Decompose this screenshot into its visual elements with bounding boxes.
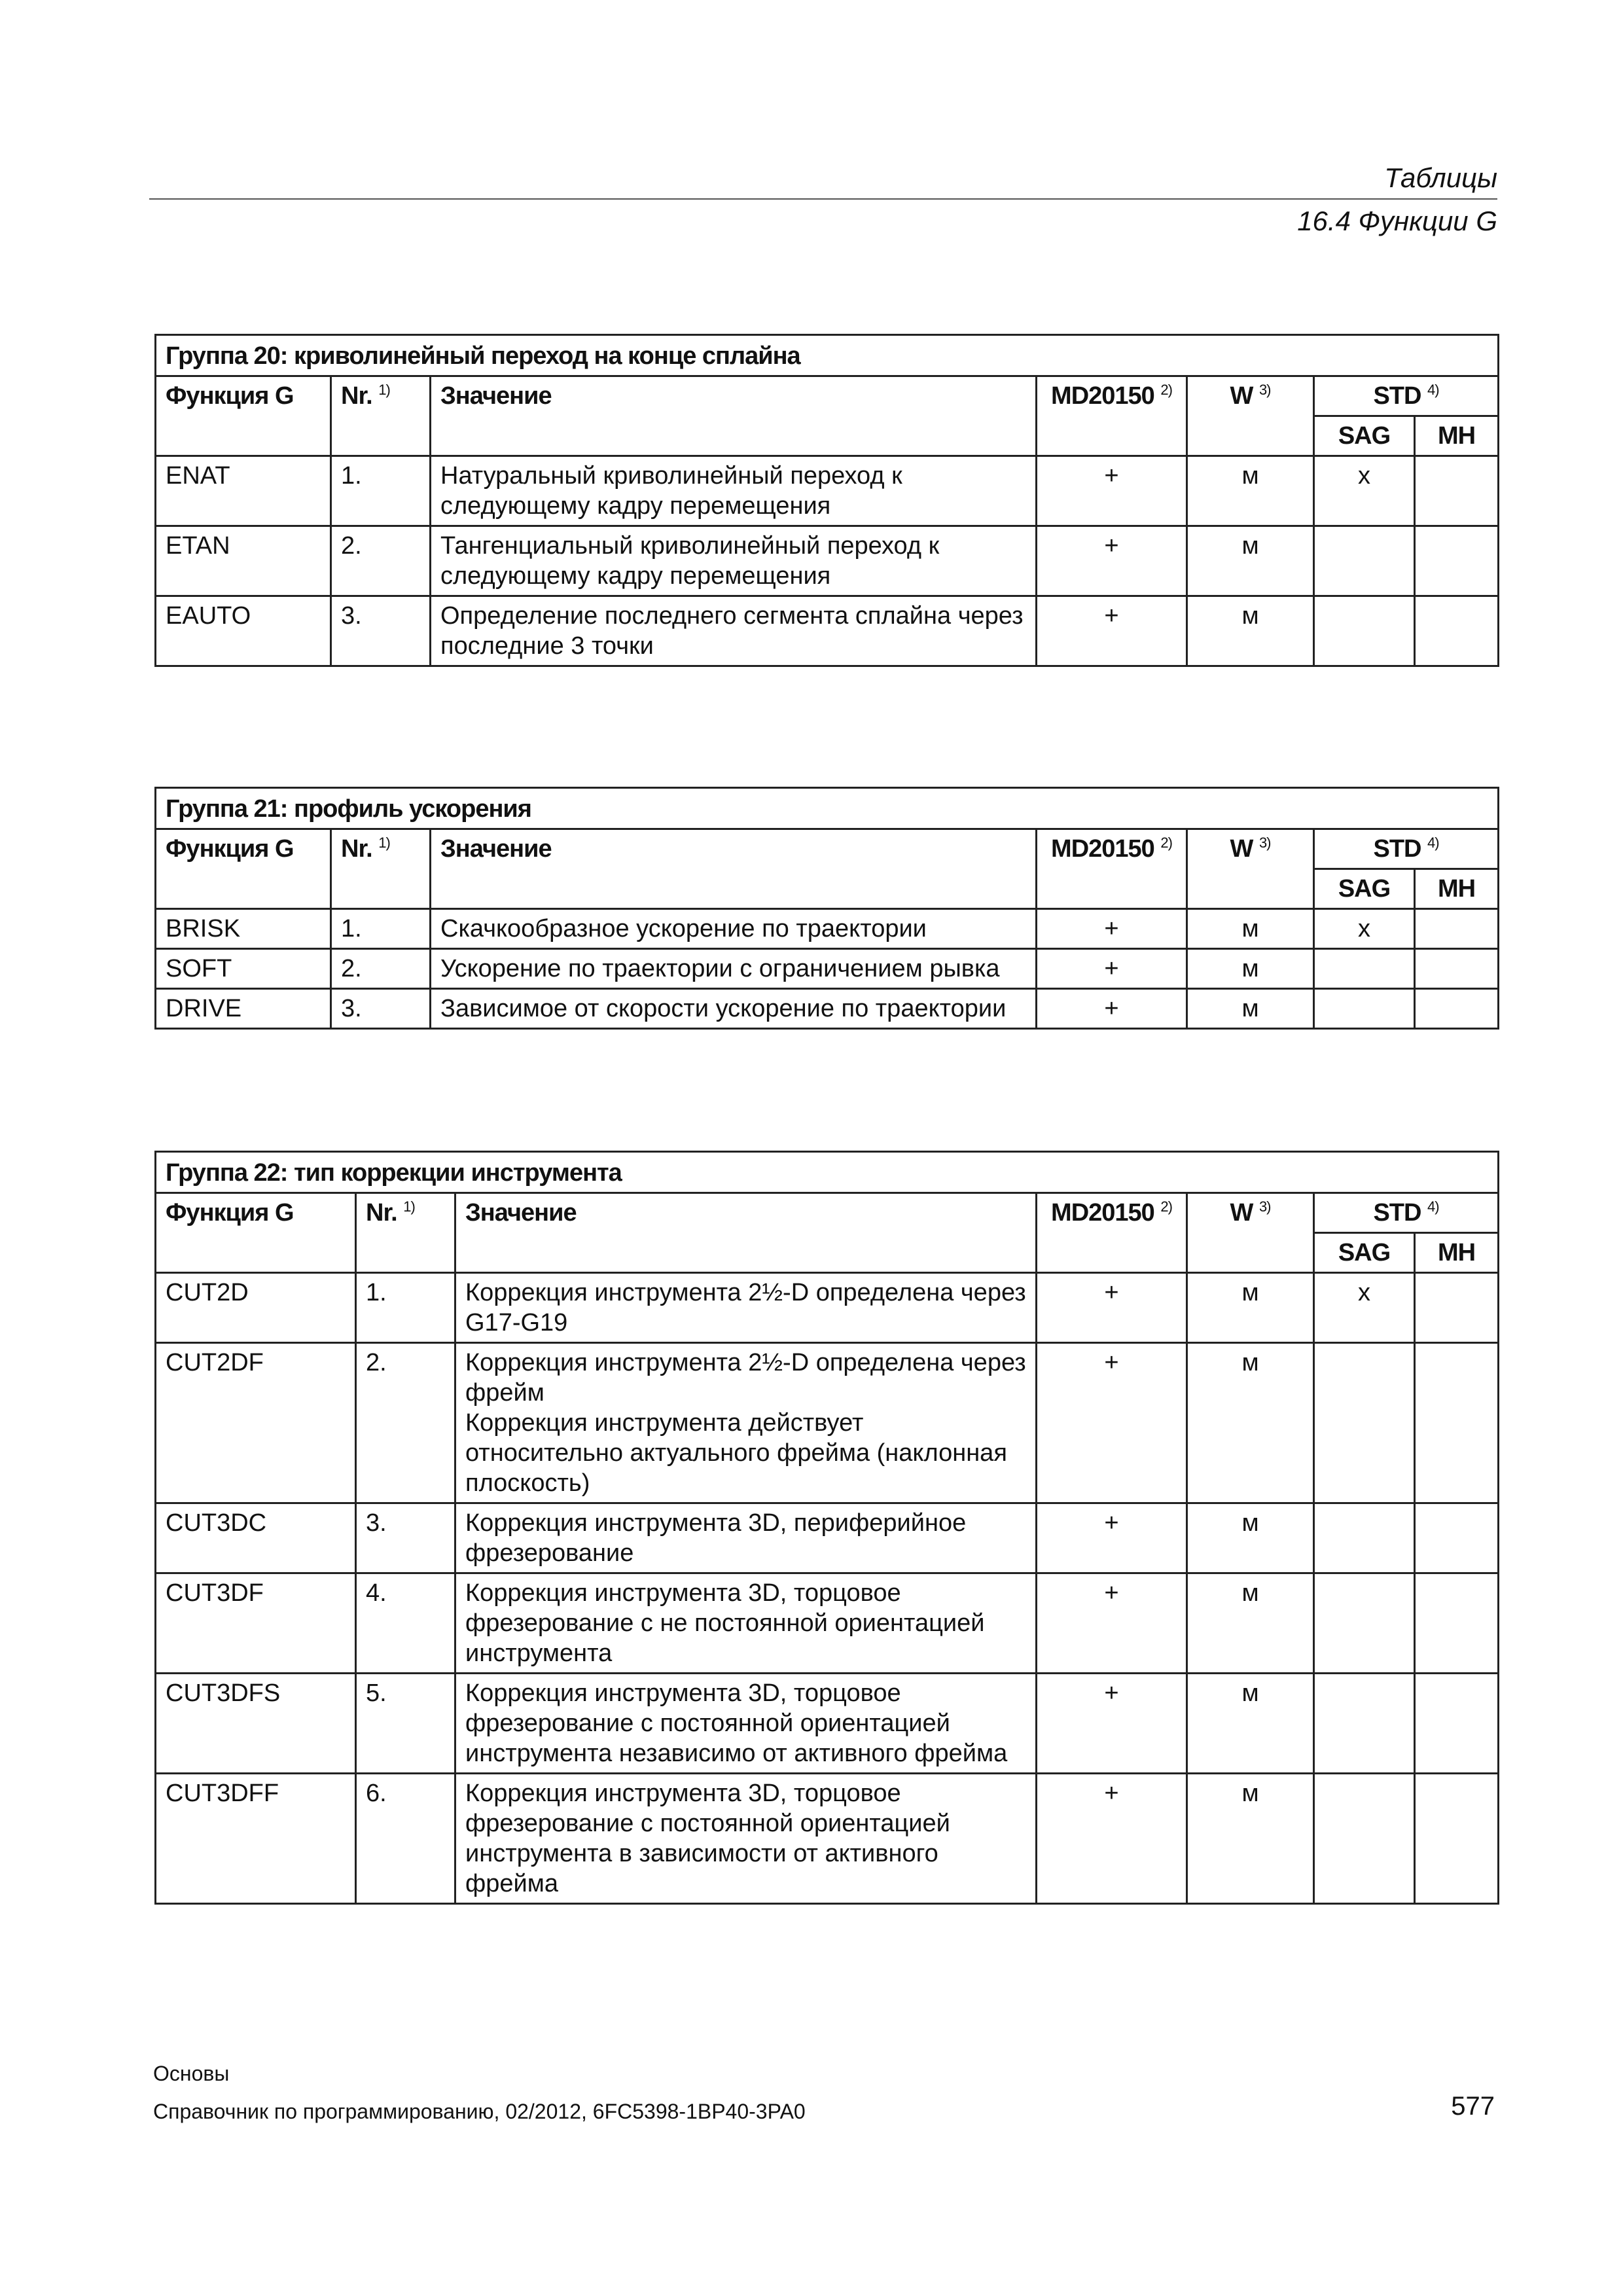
cell-sag — [1314, 1573, 1415, 1674]
col-header-mh: MH — [1415, 869, 1499, 909]
col-header-md: MD20150 $^{2)}$ — [1037, 376, 1187, 456]
cell-func: CUT2DF — [156, 1343, 356, 1503]
footer-book: Основы — [153, 2062, 230, 2085]
cell-meaning: Тангенциальный криволинейный переход к следующему кадру перемещения — [431, 526, 1037, 596]
cell-sag: x — [1314, 1273, 1415, 1343]
col-header-sag: SAG — [1314, 416, 1415, 456]
col-header-func: Функция G — [156, 1193, 356, 1273]
table-row — [156, 1573, 1499, 1674]
cell-w: м — [1187, 909, 1314, 949]
col-header-w: W $^{3)}$ — [1187, 376, 1314, 456]
col-header-nr: Nr. $^{1)}$ — [331, 829, 431, 909]
cell-nr: 2. — [331, 526, 431, 596]
cell-w: м — [1187, 1774, 1314, 1904]
cell-meaning: Зависимое от скорости ускорение по траектории — [431, 989, 1037, 1029]
cell-w: м — [1187, 596, 1314, 666]
cell-w: м — [1187, 456, 1314, 526]
cell-mh — [1415, 1343, 1499, 1503]
cell-mh — [1415, 526, 1499, 596]
cell-meaning: Натуральный криволинейный переход к следующему кадру перемещения — [431, 456, 1037, 526]
cell-mh — [1415, 1573, 1499, 1674]
table-title: Группа 22: тип коррекции инструмента — [156, 1152, 1499, 1193]
cell-md: + — [1037, 909, 1187, 949]
table-row — [156, 989, 1499, 1029]
cell-nr: 6. — [356, 1774, 455, 1904]
header-rule — [149, 198, 1497, 200]
cell-meaning: Скачкообразное ускорение по траектории — [431, 909, 1037, 949]
cell-md: + — [1037, 596, 1187, 666]
col-header-std: STD $^{4)}$ — [1314, 1193, 1499, 1233]
footer-reference: Справочник по программированию, 02/2012, 6FC5398-1BP40-3PA0 — [153, 2100, 806, 2123]
col-header-mh: MH — [1415, 416, 1499, 456]
cell-md: + — [1037, 1674, 1187, 1774]
cell-mh — [1415, 989, 1499, 1029]
cell-mh — [1415, 596, 1499, 666]
cell-w: м — [1187, 1573, 1314, 1674]
cell-w: м — [1187, 1343, 1314, 1503]
cell-func: CUT2D — [156, 1273, 356, 1343]
cell-nr: 2. — [331, 949, 431, 989]
col-header-meaning: Значение — [431, 829, 1037, 909]
cell-mh — [1415, 1273, 1499, 1343]
cell-func: CUT3DFF — [156, 1774, 356, 1904]
g-group-21-table — [154, 787, 1499, 1030]
cell-md: + — [1037, 1343, 1187, 1503]
table-row — [156, 526, 1499, 596]
cell-func: EAUTO — [156, 596, 331, 666]
cell-w: м — [1187, 949, 1314, 989]
cell-mh — [1415, 456, 1499, 526]
cell-sag — [1314, 949, 1415, 989]
cell-meaning: Коррекция инструмента 3D, торцовое фрезерование с не постоянной ориентацией инструмента — [455, 1573, 1037, 1674]
cell-nr: 1. — [331, 456, 431, 526]
cell-sag — [1314, 1343, 1415, 1503]
cell-meaning: Коррекция инструмента 3D, торцовое фрезерование с постоянной ориентацией инструмента независимо от активного фрейма — [455, 1674, 1037, 1774]
table-row — [156, 1503, 1499, 1573]
table-row — [156, 909, 1499, 949]
cell-sag — [1314, 989, 1415, 1029]
col-header-sag: SAG — [1314, 869, 1415, 909]
cell-w: м — [1187, 1674, 1314, 1774]
col-header-w: W $^{3)}$ — [1187, 1193, 1314, 1273]
cell-nr: 1. — [356, 1273, 455, 1343]
cell-nr: 3. — [356, 1503, 455, 1573]
table-title: Группа 21: профиль ускорения — [156, 788, 1499, 829]
col-header-md: MD20150 $^{2)}$ — [1037, 1193, 1187, 1273]
cell-mh — [1415, 1503, 1499, 1573]
cell-nr: 3. — [331, 989, 431, 1029]
table-title: Группа 20: криволинейный переход на конце сплайна — [156, 335, 1499, 376]
cell-sag — [1314, 596, 1415, 666]
cell-meaning: Коррекция инструмента 3D, периферийное фрезерование — [455, 1503, 1037, 1573]
col-header-sag: SAG — [1314, 1233, 1415, 1273]
col-header-std: STD $^{4)}$ — [1314, 829, 1499, 869]
cell-sag: x — [1314, 456, 1415, 526]
col-header-func: Функция G — [156, 829, 331, 909]
cell-nr: 2. — [356, 1343, 455, 1503]
table-row — [156, 456, 1499, 526]
page-number: 577 — [1451, 2092, 1495, 2121]
cell-md: + — [1037, 1774, 1187, 1904]
cell-meaning: Определение последнего сегмента сплайна через последние 3 точки — [431, 596, 1037, 666]
cell-mh — [1415, 1774, 1499, 1904]
cell-md: + — [1037, 1273, 1187, 1343]
cell-meaning: Коррекция инструмента 2½-D определена через G17-G19 — [455, 1273, 1037, 1343]
cell-sag — [1314, 1503, 1415, 1573]
col-header-std: STD $^{4)}$ — [1314, 376, 1499, 416]
cell-md: + — [1037, 456, 1187, 526]
g-group-20-table — [154, 334, 1499, 667]
cell-meaning-line-1: Коррекция инструмента 2½-D определена через фрейм — [465, 1349, 1026, 1407]
table-row — [156, 1273, 1499, 1343]
cell-meaning: Коррекция инструмента 3D, торцовое фрезерование с постоянной ориентацией инструмента в зависимости от активного фрейма — [455, 1774, 1037, 1904]
table-row — [156, 1774, 1499, 1904]
cell-nr: 5. — [356, 1674, 455, 1774]
cell-func: ENAT — [156, 456, 331, 526]
col-header-nr: Nr. $^{1)}$ — [356, 1193, 455, 1273]
cell-meaning: Ускорение по траектории с ограничением рывка — [431, 949, 1037, 989]
cell-meaning-line-2: Коррекция инструмента действует относительно актуального фрейма (наклонная плоскость) — [465, 1409, 1007, 1497]
cell-func: BRISK — [156, 909, 331, 949]
cell-meaning — [455, 1343, 1037, 1503]
col-header-w: W $^{3)}$ — [1187, 829, 1314, 909]
table-row — [156, 1343, 1499, 1503]
cell-mh — [1415, 909, 1499, 949]
cell-w: м — [1187, 989, 1314, 1029]
cell-nr: 4. — [356, 1573, 455, 1674]
cell-func: ETAN — [156, 526, 331, 596]
cell-sag — [1314, 1774, 1415, 1904]
cell-md: + — [1037, 1503, 1187, 1573]
cell-sag: x — [1314, 909, 1415, 949]
cell-mh — [1415, 1674, 1499, 1774]
table-row — [156, 949, 1499, 989]
cell-func: CUT3DFS — [156, 1674, 356, 1774]
col-header-func: Функция G — [156, 376, 331, 456]
cell-md: + — [1037, 1573, 1187, 1674]
cell-w: м — [1187, 1503, 1314, 1573]
section-title: 16.4 Функции G — [1297, 206, 1497, 236]
table-row — [156, 596, 1499, 666]
cell-md: + — [1037, 526, 1187, 596]
col-header-nr: Nr. $^{1)}$ — [331, 376, 431, 456]
cell-func: DRIVE — [156, 989, 331, 1029]
col-header-meaning: Значение — [455, 1193, 1037, 1273]
cell-sag — [1314, 526, 1415, 596]
cell-w: м — [1187, 1273, 1314, 1343]
cell-nr: 3. — [331, 596, 431, 666]
cell-func: CUT3DF — [156, 1573, 356, 1674]
cell-nr: 1. — [331, 909, 431, 949]
cell-sag — [1314, 1674, 1415, 1774]
col-header-md: MD20150 $^{2)}$ — [1037, 829, 1187, 909]
col-header-mh: MH — [1415, 1233, 1499, 1273]
chapter-title: Таблицы — [1384, 162, 1497, 193]
table-row — [156, 1674, 1499, 1774]
cell-md: + — [1037, 949, 1187, 989]
cell-mh — [1415, 949, 1499, 989]
g-group-22-table — [154, 1151, 1499, 1905]
cell-w: м — [1187, 526, 1314, 596]
cell-func: CUT3DC — [156, 1503, 356, 1573]
cell-func: SOFT — [156, 949, 331, 989]
cell-md: + — [1037, 989, 1187, 1029]
col-header-meaning: Значение — [431, 376, 1037, 456]
